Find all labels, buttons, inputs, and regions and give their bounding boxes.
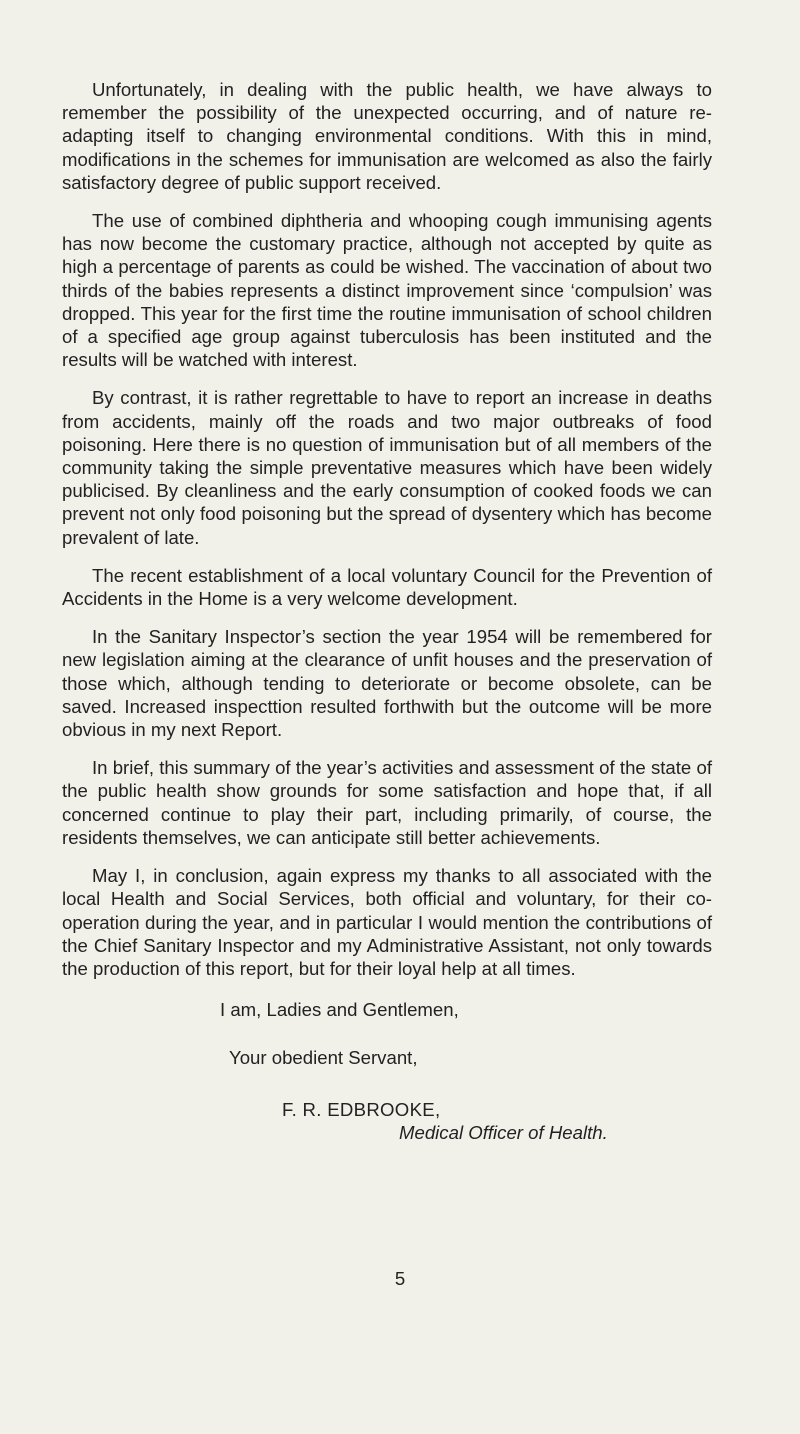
body-text — [62, 78, 712, 980]
paragraph-sanitary-inspector: In the Sanitary Inspector’s section the year 1954 will be remembered for new legislation aiming at the clearance of unfit houses and the preservation of those which, although tending to deteriorate or become obsolete, can be saved. Increased inspecttion resulted forthwith but the outcome will be more obvious in my next Report. — [62, 626, 712, 741]
paragraph-immunisation: The use of combined diphtheria and whooping cough immunising agents has now become the customary practice, although not accepted by quite as high a percentage of parents as could be wished. The vaccination of about two thirds of the babies represents a distinct improvement since ‘compulsion’ was dropped. This year for the first time the routine immunisation of school children of a specified age group against tuberculosis has been instituted and the results will be watched with interest. — [62, 210, 712, 371]
closing-salutation: I am, Ladies and Gentlemen, — [220, 999, 459, 1021]
closing-sign-off: Your obedient Servant, — [229, 1047, 418, 1069]
paragraph-summary: In brief, this summary of the year’s activities and assessment of the state of the public health show grounds for some satisfaction and hope that, if all concerned continue to play their part, including primarily, of course, the residents themselves, we can anticipate still better achievements. — [62, 757, 712, 848]
signatory-name: F. R. EDBROOKE, — [282, 1098, 441, 1120]
page-number: 5 — [394, 1268, 406, 1289]
signatory-title: Medical Officer of Health. — [399, 1121, 608, 1143]
paragraph-accidents: By contrast, it is rather regrettable to have to report an increase in deaths from accidents, mainly off the roads and two major outbreaks of food poisoning. Here there is no question of immunisation but of all members of the community taking the simple preventative measures which have been widely publicised. By cleanliness and the early consumption of cooked foods we can prevent not only food poisoning but the spread of dysentery which has become prevalent of late. — [62, 387, 712, 548]
paragraph-thanks: May I, in conclusion, again express my thanks to all associated with the local Health and Social Services, both official and voluntary, for their co-operation during the year, and in particular I would mention the contributions of the Chief Sanitary Inspector and my Administrative Assistant, not only towards the production of this report, but for their loyal help at all times. — [62, 865, 712, 979]
paragraph-council: The recent establishment of a local voluntary Council for the Prevention of Accidents in the Home is a very welcome development. — [62, 564, 712, 610]
paragraph-public-health: Unfortunately, in dealing with the public health, we have always to remember the possibility of the unexpected occurring, and of nature re-adapting itself to changing environmental conditions. With this in mind, modifications in the schemes for immunisation are welcomed as also the fairly satisfactory degree of public support received. — [62, 79, 712, 193]
letter-closing — [62, 998, 712, 1144]
